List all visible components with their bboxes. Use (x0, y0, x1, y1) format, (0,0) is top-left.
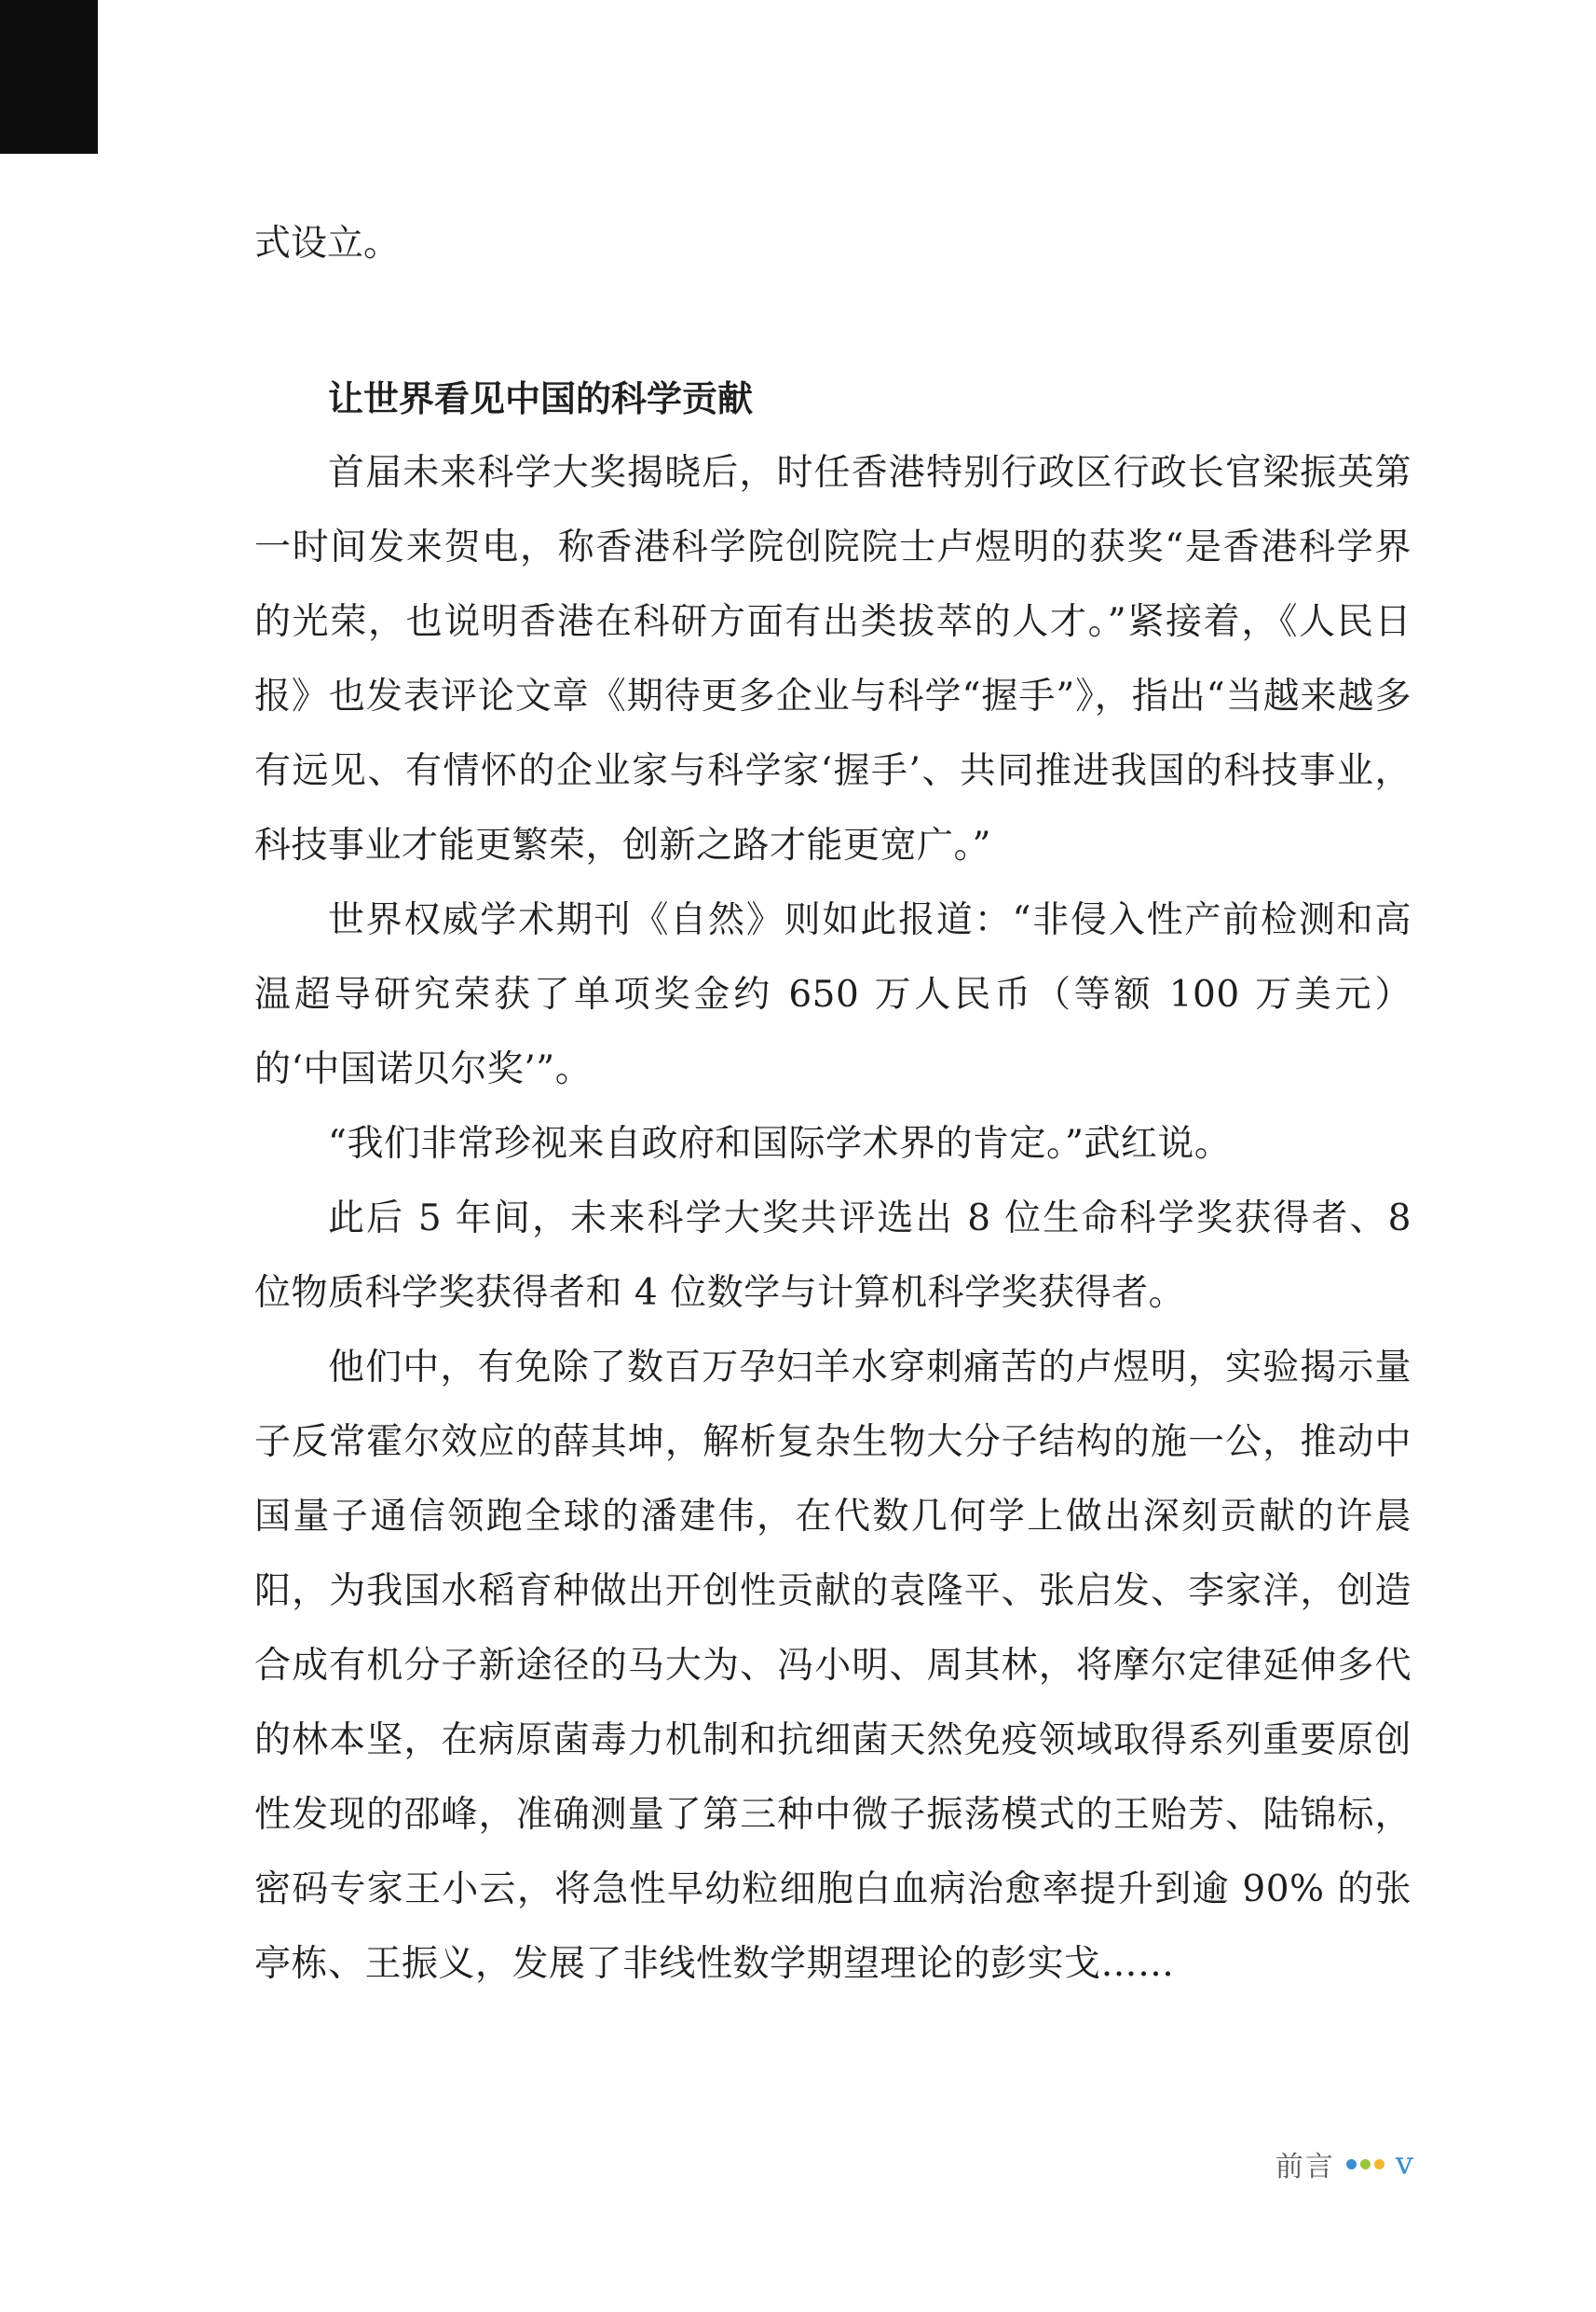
paragraph: 此后 5 年间，未来科学大奖共评选出 8 位生命科学奖获得者、8 位物质科学奖获得者和 4 位数学与计算机科学奖获得者。 (254, 1197, 1412, 1314)
paragraph: 世界权威学术期刊《自然》则如此报道：“非侵入性产前检测和高温超导研究荣获了单项奖金约 650 万人民币（等额 100 万美元）的‘中国诺贝尔奖’”。 (254, 899, 1412, 1090)
page-corner-tab (0, 0, 98, 154)
paragraph: “我们非常珍视来自政府和国际学术界的肯定。”武红说。 (328, 1123, 1232, 1165)
green-dot-icon (1360, 2159, 1371, 2169)
paragraph: 首届未来科学大奖揭晓后，时任香港特别行政区行政长官梁振英第一时间发来贺电，称香港科学院创院院士卢煜明的获奖“是香港科学界的光荣，也说明香港在科研方面有出类拔萃的人才。”紧接着，《人民日报》也发表评论文章《期待更多企业与科学“握手”》，指出“当越来越多有远见、有情怀的企业家与科学家‘握手’、共同推进我国的科技事业，科技事业才能更繁荣，创新之路才能更宽广。” (254, 452, 1412, 867)
continuation-line: 式设立。 (254, 223, 401, 265)
blue-dot-icon (1346, 2159, 1357, 2169)
page-footer (1275, 2143, 1413, 2184)
yellow-dot-icon (1374, 2159, 1385, 2169)
body-text (254, 207, 1412, 2002)
footer-section-label: 前言 (1275, 2151, 1335, 2183)
page-number: v (1395, 2145, 1413, 2182)
footer-dots-ornament (1344, 2159, 1386, 2169)
section-heading: 让世界看见中国的科学贡献 (328, 378, 754, 419)
paragraph: 他们中，有免除了数百万孕妇羊水穿刺痛苦的卢煜明，实验揭示量子反常霍尔效应的薛其坤，解析复杂生物大分子结构的施一公，推动中国量子通信领跑全球的潘建伟，在代数几何学上做出深刻贡献的许晨阳，为我国水稻育种做出开创性贡献的袁隆平、张启发、李家洋，创造合成有机分子新途径的马大为、冯小明、周其林，将摩尔定律延伸多代的林本坚，在病原菌毒力机制和抗细菌天然免疫领域取得系列重要原创性发现的邵峰，准确测量了第三种中微子振荡模式的王贻芳、陆锦标，密码专家王小云，将急性早幼粒细胞白血病治愈率提升到逾 90% 的张亭栋、王振义，发展了非线性数学期望理论的彭实戈…… (254, 1347, 1412, 1985)
